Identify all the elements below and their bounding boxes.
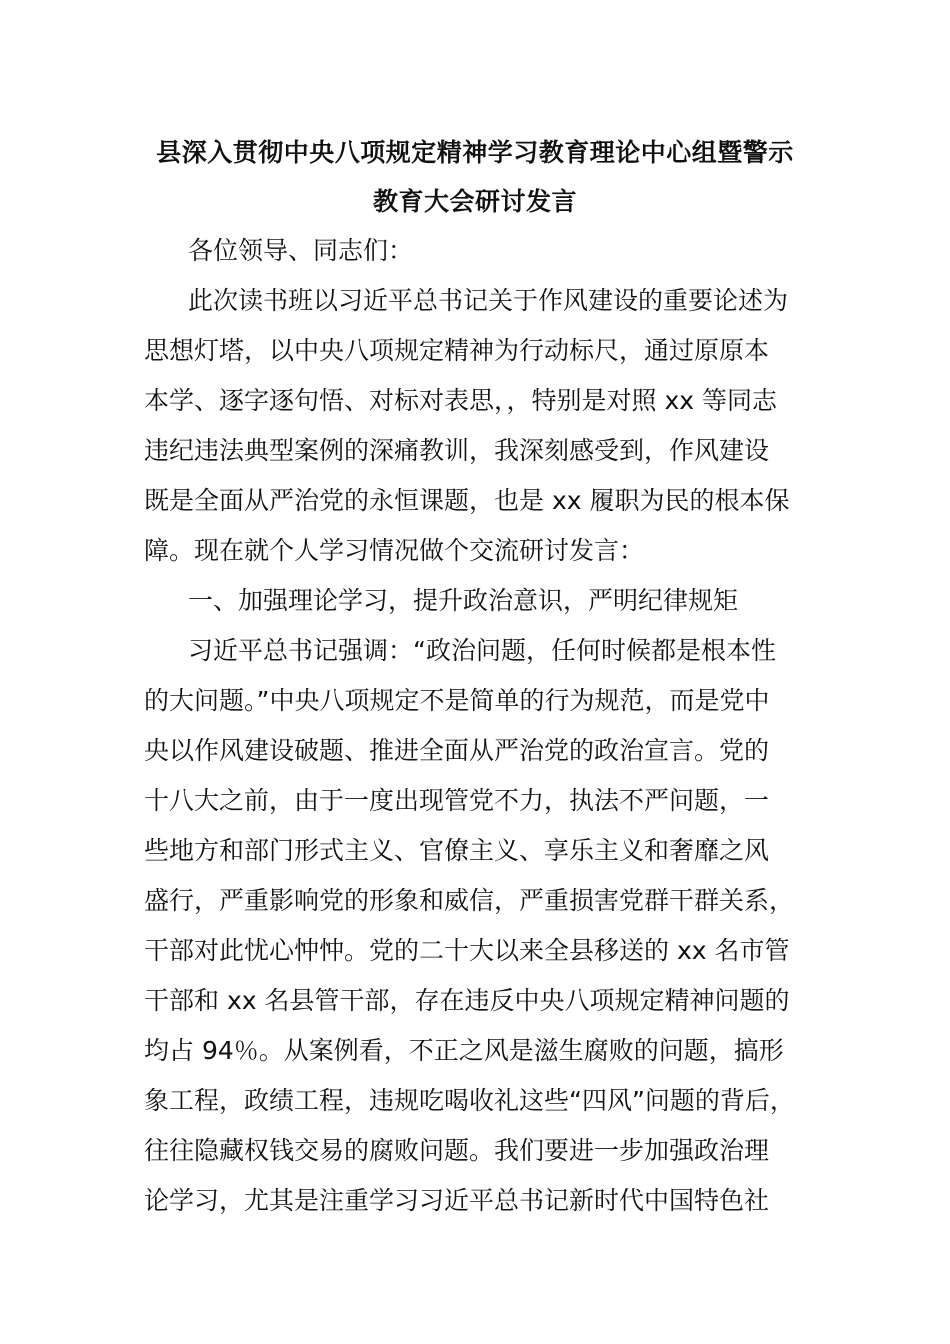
paragraph-line: 央以作风建设破题、推进全面从严治党的政治宣言。党的 [144, 736, 770, 765]
paragraph-line: 干部对此忧心忡忡。党的二十大以来全县移送的 xx 名市管 [144, 936, 790, 965]
paragraph-line: 本学、逐字逐句悟、对标对表思，，特别是对照 xx 等同志 [144, 386, 777, 415]
paragraph-line: 思想灯塔，以中央八项规定精神为行动标尺，通过原原本 [144, 336, 770, 365]
paragraph-line: 的大问题。”中央八项规定不是简单的行为规范，而是党中 [144, 686, 770, 715]
paragraph-line: 习近平总书记强调：“政治问题，任何时候都是根本性 [188, 636, 776, 665]
salutation: 各位领导、同志们： [188, 236, 414, 265]
paragraph-line: 均占 94％。从案例看，不正之风是滋生腐败的问题，搞形 [144, 1036, 784, 1065]
paragraph-line: 十八大之前，由于一度出现管党不力，执法不严问题，一 [144, 786, 770, 815]
paragraph-line: 此次读书班以习近平总书记关于作风建设的重要论述为 [188, 286, 789, 315]
paragraph-line: 盛行，严重影响党的形象和威信，严重损害党群干群关系， [144, 886, 795, 915]
document-title-line-1: 县深入贯彻中央八项规定精神学习教育理论中心组暨警示 [156, 138, 794, 167]
paragraph-line: 干部和 xx 名县管干部，存在违反中央八项规定精神问题的 [144, 986, 790, 1015]
paragraph-line: 论学习，尤其是注重学习习近平总书记新时代中国特色社 [144, 1186, 770, 1215]
document-title-line-2: 教育大会研讨发言 [372, 187, 577, 216]
paragraph-line: 象工程，政绩工程，违规吃喝收礼这些“四风”问题的背后， [144, 1086, 795, 1115]
paragraph-line: 些地方和部门形式主义、官僚主义、享乐主义和奢靡之风 [144, 836, 770, 865]
paragraph-line: 障。现在就个人学习情况做个交流研讨发言： [144, 536, 645, 565]
paragraph-line: 违纪违法典型案例的深痛教训，我深刻感受到，作风建设 [144, 436, 770, 465]
paragraph-line: 既是全面从严治党的永恒课题，也是 xx 履职为民的根本保 [144, 486, 790, 515]
paragraph-line: 往往隐藏权钱交易的腐败问题。我们要进一步加强政治理 [144, 1136, 770, 1165]
section-heading: 一、加强理论学习，提升政治意识，严明纪律规矩 [188, 586, 739, 615]
